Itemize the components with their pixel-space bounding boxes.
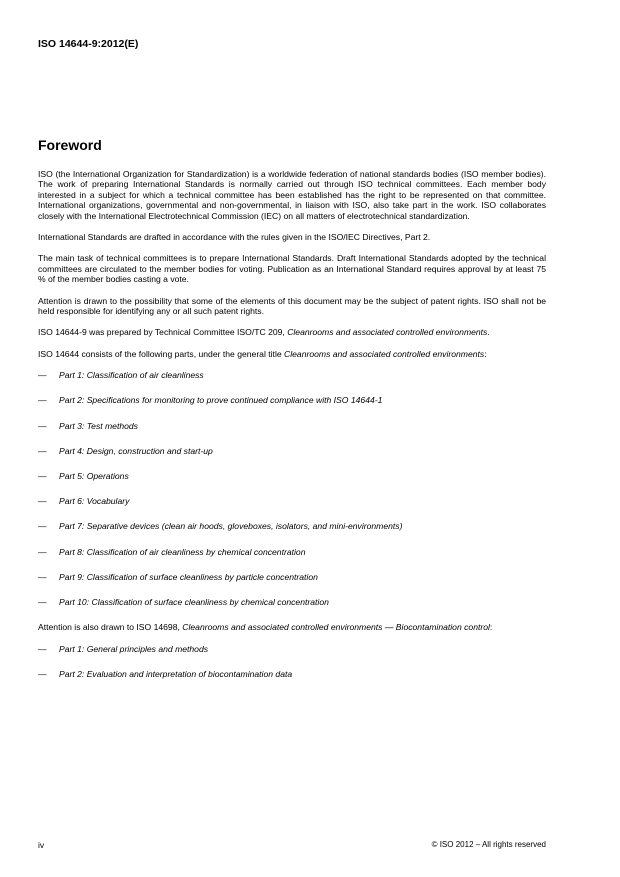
document-id: ISO 14644-9:2012(E) <box>38 38 139 50</box>
list-item <box>38 644 546 659</box>
related-intro-title: Cleanrooms and associated controlled environments — Biocontamination control <box>182 622 490 633</box>
part-title: Part 1: Classification of air cleanliness <box>59 370 204 381</box>
related-intro-text: Attention is also drawn to ISO 14698, <box>38 622 183 633</box>
parts-list <box>38 370 546 611</box>
prepared-end: . <box>487 327 490 338</box>
part-title: Part 3: Test methods <box>59 420 138 431</box>
prepared-title: Cleanrooms and associated controlled environments <box>287 327 488 338</box>
dash-marker: — <box>38 596 47 607</box>
dash-marker: — <box>38 521 47 532</box>
list-item <box>38 669 546 684</box>
parts-intro-end: : <box>484 348 487 359</box>
dash-marker: — <box>38 395 47 406</box>
list-item <box>38 496 546 511</box>
list-item <box>38 597 546 612</box>
page-number: iv <box>38 840 45 850</box>
part-title: Part 7: Separative devices (clean air hoods, gloveboxes, isolators, and mini-environments) <box>59 521 403 532</box>
part-title: Part 2: Evaluation and interpretation of biocontamination data <box>59 669 293 680</box>
paragraph-iso-intro: ISO (the International Organization for Standardization) is a worldwide federation of national standards bodies (ISO member bodies). The work of preparing International Standards is normally carried out through ISO technical committees. Each member body interested in a subject for which a technical committee has been established has the right to be represented on that committee. International organizations, governmental and non-governmental, in liaison with ISO, also take part in the work. ISO collaborates closely with the International Electrotechnical Commission (IEC) on all matters of electrotechnical standardization. <box>38 169 546 221</box>
paragraph-main-task: The main task of technical committees is to prepare International Standards. Draft International Standards adopted by the technical committees are circulated to the member bodies for voting. Publication as an International Standard requires approval by at least 75 % of the member bodies casting a vote. <box>38 253 546 285</box>
list-item <box>38 446 546 461</box>
part-title: Part 4: Design, construction and start-up <box>59 445 213 456</box>
part-title: Part 6: Vocabulary <box>59 496 130 507</box>
paragraph-related-intro <box>38 622 546 632</box>
part-title: Part 8: Classification of air cleanliness by chemical concentration <box>59 546 306 557</box>
dash-marker: — <box>38 643 47 654</box>
dash-marker: — <box>38 546 47 557</box>
list-item <box>38 395 546 410</box>
dash-marker: — <box>38 420 47 431</box>
dash-marker: — <box>38 669 47 680</box>
part-title: Part 2: Specifications for monitoring to prove continued compliance with ISO 14644-1 <box>59 395 383 406</box>
paragraph-parts-intro <box>38 349 546 359</box>
related-intro-end: : <box>489 622 493 633</box>
list-item <box>38 471 546 486</box>
dash-marker: — <box>38 471 47 482</box>
part-title: Part 1: General principles and methods <box>59 643 209 654</box>
list-item <box>38 547 546 562</box>
dash-marker: — <box>38 445 47 456</box>
related-parts-list <box>38 644 546 684</box>
prepared-text: ISO 14644-9 was prepared by Technical Committee ISO/TC 209, <box>38 327 288 338</box>
parts-intro-text: ISO 14644 consists of the following parts, under the general title <box>38 348 285 359</box>
paragraph-directives: International Standards are drafted in accordance with the rules given in the ISO/IEC Directives, Part 2. <box>38 232 431 243</box>
dash-marker: — <box>38 370 47 381</box>
foreword-body <box>38 169 546 695</box>
dash-marker: — <box>38 496 47 507</box>
part-title: Part 9: Classification of surface cleanliness by particle concentration <box>59 571 318 582</box>
dash-marker: — <box>38 571 47 582</box>
parts-intro-title: Cleanrooms and associated controlled environments <box>284 348 485 359</box>
list-item <box>38 521 546 536</box>
list-item <box>38 370 546 385</box>
part-title: Part 10: Classification of surface cleanliness by chemical concentration <box>59 596 329 607</box>
page-title: Foreword <box>38 137 102 153</box>
paragraph-prepared-by <box>38 327 546 337</box>
list-item <box>38 421 546 436</box>
paragraph-patent-rights: Attention is drawn to the possibility that some of the elements of this document may be the subject of patent rights. ISO shall not be held responsible for identifying any or all such patent rights. <box>38 295 546 317</box>
part-title: Part 5: Operations <box>59 471 129 482</box>
copyright-notice: © ISO 2012 – All rights reserved <box>431 840 546 849</box>
list-item <box>38 572 546 587</box>
